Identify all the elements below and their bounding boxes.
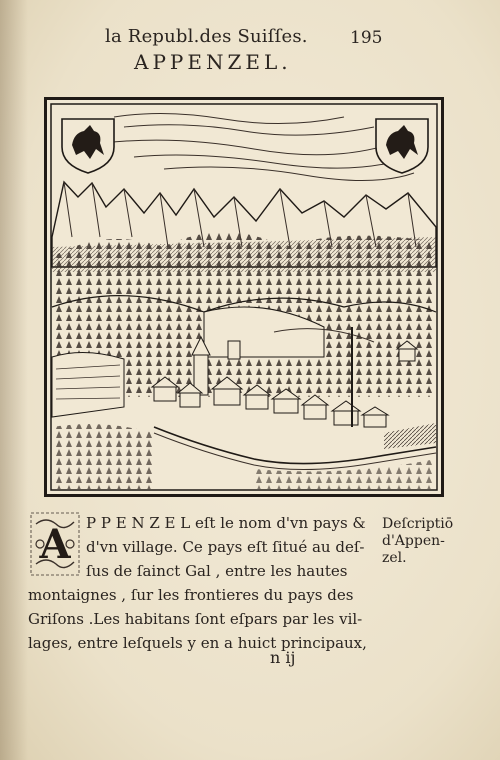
- woodcut-svg: [44, 97, 444, 497]
- gutter-shadow: [0, 0, 28, 760]
- drop-cap: [30, 512, 80, 576]
- page-title: APPENZEL.: [134, 50, 292, 74]
- margin-note-line-2: d'Appen-: [382, 533, 445, 549]
- drop-cap-ornament: [30, 512, 80, 576]
- body-line-2: d'vn village. Ce pays eſt ſitué au deſ-: [86, 538, 365, 556]
- woodcut-illustration: [44, 97, 444, 497]
- running-head: la Republ.des Suiſſes.: [105, 26, 308, 47]
- margin-note-line-3: zel.: [382, 550, 407, 566]
- body-line-6: lages, entre leſquels y en a huict principaux,: [28, 634, 367, 652]
- body-line-4: montaignes , ſur les frontieres du pays des: [28, 586, 354, 604]
- margin-note: [382, 516, 453, 567]
- svg-text:A: A: [39, 521, 71, 568]
- body-line-3: ſus de ſainct Gal , entre les hautes: [86, 562, 348, 580]
- body-line-1: P P E N Z E L eſt le nom d'vn pays &: [86, 514, 366, 532]
- page-number: 195: [350, 28, 383, 48]
- signature-mark: n ij: [270, 648, 296, 667]
- margin-note-line-1: Deſcriptiō: [382, 516, 454, 532]
- body-line-5: Griſons .Les habitans ſont eſpars par les vil-: [28, 610, 363, 628]
